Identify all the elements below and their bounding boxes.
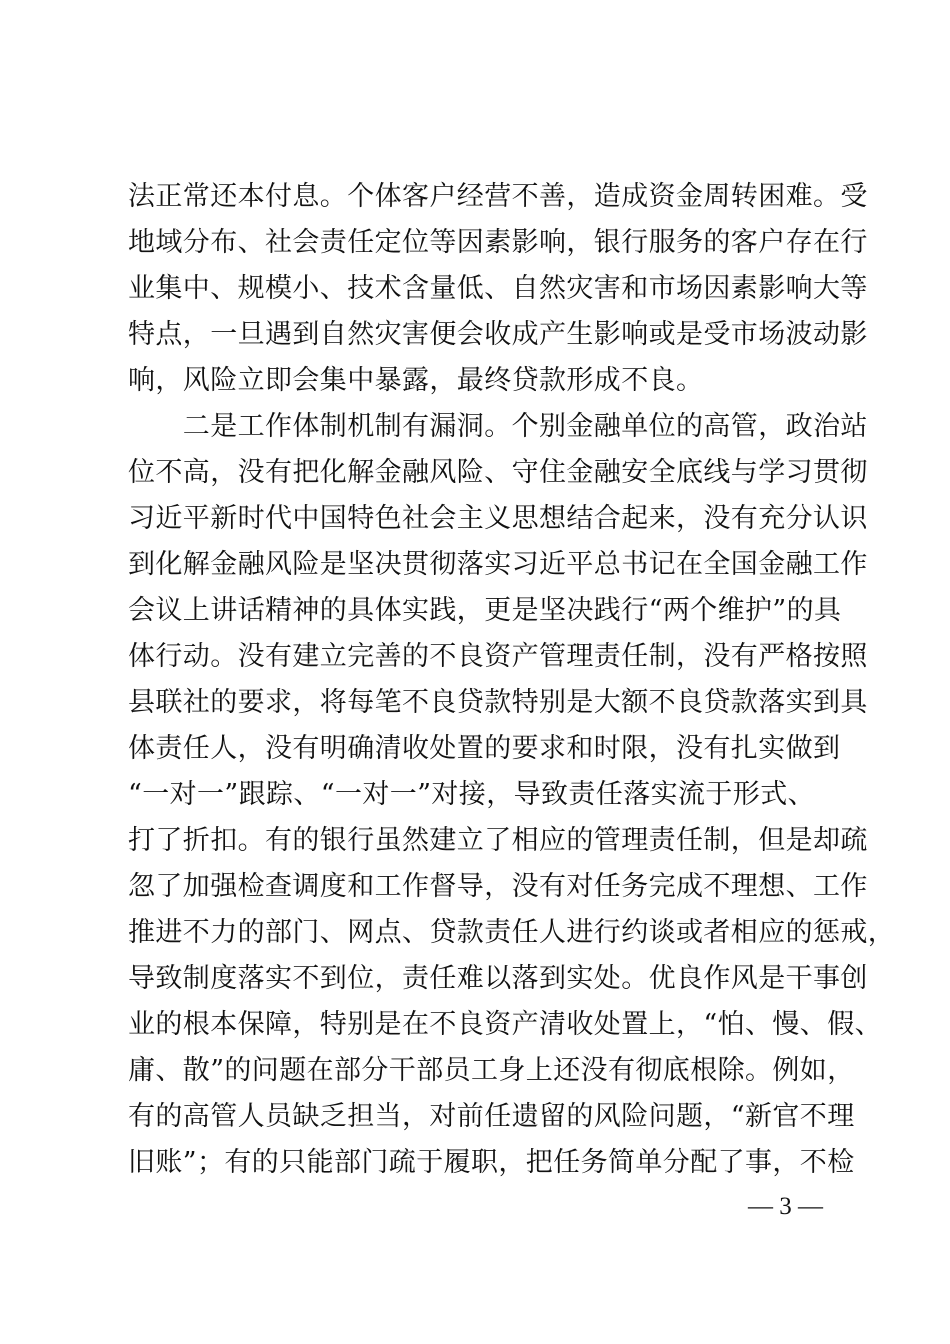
text-line: 法正常还本付息。个体客户经营不善，造成资金周转困难。受: [128, 181, 868, 212]
text-line: 会议上讲话精神的具体实践，更是坚决践行“两个维护”的具: [128, 595, 842, 626]
text-line: 响，风险立即会集中暴露，最终贷款形成不良。: [128, 365, 704, 396]
text-line: 旧账”；有的只能部门疏于履职，把任务简单分配了事，不检: [128, 1147, 855, 1178]
text-line: 县联社的要求，将每笔不良贷款特别是大额不良贷款落实到具: [128, 687, 868, 718]
text-line: 地域分布、社会责任定位等因素影响，银行服务的客户存在行: [128, 227, 868, 258]
text-line: 位不高，没有把化解金融风险、守住金融安全底线与学习贯彻: [128, 457, 868, 488]
text-line: 二是工作体制机制有漏洞。个别金融单位的高管，政治站: [128, 411, 868, 442]
text-line: 有的高管人员缺乏担当，对前任遗留的风险问题，“新官不理: [128, 1101, 855, 1132]
text-line: 体责任人，没有明确清收处置的要求和时限，没有扎实做到: [128, 733, 841, 764]
text-line: 到化解金融风险是坚决贯彻落实习近平总书记在全国金融工作: [128, 549, 868, 580]
text-line: 导致制度落实不到位，责任难以落到实处。优良作风是干事创: [128, 963, 868, 994]
text-line: 打了折扣。有的银行虽然建立了相应的管理责任制，但是却疏: [128, 825, 868, 856]
page-number: — 3 —: [748, 1193, 823, 1220]
text-line: 业集中、规模小、技术含量低、自然灾害和市场因素影响大等: [128, 273, 868, 304]
text-line: 体行动。没有建立完善的不良资产管理责任制，没有严格按照: [128, 641, 868, 672]
text-line: 特点，一旦遇到自然灾害便会收成产生影响或是受市场波动影: [128, 319, 868, 350]
text-line: 推进不力的部门、网点、贷款责任人进行约谈或者相应的惩戒，: [128, 917, 896, 948]
text-line: “一对一”跟踪、“一对一”对接，导致责任落实流于形式、: [128, 779, 816, 810]
text-line: 习近平新时代中国特色社会主义思想结合起来，没有充分认识: [128, 503, 868, 534]
text-line: 庸、散”的问题在部分干部员工身上还没有彻底根除。例如，: [128, 1055, 855, 1086]
body-text: [128, 174, 896, 1186]
text-line: 业的根本保障，特别是在不良资产清收处置上，“怕、慢、假、: [128, 1009, 883, 1040]
text-line: 忽了加强检查调度和工作督导，没有对任务完成不理想、工作: [128, 871, 868, 902]
